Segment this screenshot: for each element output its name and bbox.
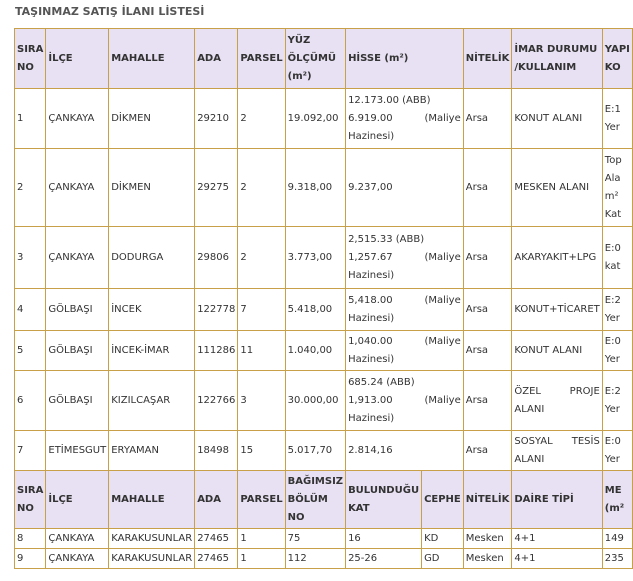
bolum-cell: 112 (285, 549, 345, 569)
table1-header-cell: SIRA NO (15, 29, 46, 89)
nitelik-cell: Arsa (463, 331, 512, 371)
table2-header-cell: ADA (195, 471, 238, 529)
table2-header-cell: NİTELİK (463, 471, 512, 529)
nitelik-cell: Mesken (463, 549, 512, 569)
nitelik-cell: Arsa (463, 149, 512, 227)
table2-header-cell: SIRA NO (15, 471, 46, 529)
kat-cell: 25-26 (346, 549, 422, 569)
mahalle-cell: DODURGA (109, 227, 195, 289)
ada-cell: 27465 (195, 549, 238, 569)
mahalle-cell: DİKMEN (109, 89, 195, 149)
nitelik-cell: Mesken (463, 529, 512, 549)
table-row (15, 149, 633, 227)
table-row (15, 331, 633, 371)
sira-cell: 5 (15, 331, 46, 371)
ilce-cell: ETİMESGUT (46, 431, 109, 471)
ada-cell: 27465 (195, 529, 238, 549)
yuz-olcumu-cell: 30.000,00 (285, 371, 345, 431)
table2-header-row (15, 471, 633, 529)
cephe-cell: KD (422, 529, 464, 549)
sira-cell: 1 (15, 89, 46, 149)
yapi-cell: Top Ala m² Kat (602, 149, 632, 227)
parsel-cell: 2 (238, 149, 285, 227)
hisse-cell (346, 289, 464, 331)
mahalle-cell: DİKMEN (109, 149, 195, 227)
table-row (15, 227, 633, 289)
parsel-cell: 2 (238, 227, 285, 289)
mahalle-cell: KARAKUSUNLAR (109, 529, 195, 549)
ilce-cell: ÇANKAYA (46, 549, 109, 569)
ada-cell: 122766 (195, 371, 238, 431)
hisse-line: 1,257.67 (Maliye (348, 251, 461, 263)
nitelik-cell: Arsa (463, 371, 512, 431)
ada-cell: 29210 (195, 89, 238, 149)
table1-header-cell: HİSSE (m²) (346, 29, 464, 89)
hisse-cell (346, 149, 464, 227)
ilce-cell: GÖLBAŞI (46, 331, 109, 371)
sira-cell: 3 (15, 227, 46, 289)
hisse-line: 685.24 (ABB) (348, 376, 415, 388)
kat-cell: 16 (346, 529, 422, 549)
table1-header-cell: MAHALLE (109, 29, 195, 89)
hisse-line: 5,418.00 (Maliye (348, 294, 461, 306)
nitelik-cell: Arsa (463, 227, 512, 289)
mahalle-cell: KIZILCAŞAR (109, 371, 195, 431)
yapi-cell: E:0 kat (602, 227, 632, 289)
hisse-line: 1,040.00 (Maliye (348, 335, 461, 347)
ilce-cell: GÖLBAŞI (46, 371, 109, 431)
sira-cell: 9 (15, 549, 46, 569)
table-row (15, 289, 633, 331)
table2-header-cell: MAHALLE (109, 471, 195, 529)
yuz-olcumu-cell: 9.318,00 (285, 149, 345, 227)
bolum-cell: 75 (285, 529, 345, 549)
hisse-cell (346, 371, 464, 431)
hisse-cell (346, 89, 464, 149)
ada-cell: 29806 (195, 227, 238, 289)
nitelik-cell: Arsa (463, 289, 512, 331)
hisse-line: 9.237,00 (348, 181, 393, 193)
hisse-line: Hazinesi) (348, 130, 395, 142)
parsel-cell: 7 (238, 289, 285, 331)
table2-header-cell: CEPHE (422, 471, 464, 529)
imar-cell: MESKEN ALANI (512, 149, 602, 227)
hisse-line: 6.919.00 (Maliye (348, 112, 461, 124)
table2-header-cell: BAĞIMSIZ BÖLÜM NO (285, 471, 345, 529)
hisse-line: Hazinesi) (348, 412, 395, 424)
hisse-cell (346, 331, 464, 371)
yapi-cell: E:2 Yer (602, 371, 632, 431)
mahalle-cell: İNCEK-İMAR (109, 331, 195, 371)
yapi-cell: E:0 Yer (602, 331, 632, 371)
ada-cell: 122778 (195, 289, 238, 331)
imar-cell: KONUT ALANI (512, 331, 602, 371)
hisse-line: Hazinesi) (348, 312, 395, 324)
sira-cell: 4 (15, 289, 46, 331)
table1-header-cell: NİTELİK (463, 29, 512, 89)
hisse-cell (346, 431, 464, 471)
imar-cell: KONUT+TİCARET (512, 289, 602, 331)
nitelik-cell: Arsa (463, 431, 512, 471)
daire-tipi-cell: 4+1 (512, 549, 602, 569)
hisse-line: Hazinesi) (348, 269, 395, 281)
table2-header-cell: BULUNDUĞU KAT (346, 471, 422, 529)
yapi-cell: E:1 Yer (602, 89, 632, 149)
table-row (15, 549, 633, 569)
imar-cell: ÖZEL PROJE ALANI (512, 371, 602, 431)
imar-cell: AKARYAKIT+LPG (512, 227, 602, 289)
table2-header-cell: ME (m² (602, 471, 632, 529)
cephe-cell: GD (422, 549, 464, 569)
mahalle-cell: ERYAMAN (109, 431, 195, 471)
hisse-line: 2,515.33 (ABB) (348, 233, 425, 245)
sira-cell: 2 (15, 149, 46, 227)
hisse-line: 1,913.00 (Maliye (348, 394, 461, 406)
yapi-cell: E:0 Yer (602, 431, 632, 471)
sira-cell: 6 (15, 371, 46, 431)
ilce-cell: ÇANKAYA (46, 89, 109, 149)
mahalle-cell: İNCEK (109, 289, 195, 331)
table1-header-row (15, 29, 633, 89)
table2-header-cell: DAİRE TİPİ (512, 471, 602, 529)
ada-cell: 111286 (195, 331, 238, 371)
imar-cell: SOSYAL TESİS ALANI (512, 431, 602, 471)
parsel-cell: 2 (238, 89, 285, 149)
parsel-cell: 1 (238, 529, 285, 549)
sira-cell: 7 (15, 431, 46, 471)
table1-header-cell: PARSEL (238, 29, 285, 89)
hisse-line: 12.173.00 (ABB) (348, 94, 431, 106)
page-title: TAŞINMAZ SATIŞ İLANI LİSTESİ (15, 5, 205, 18)
me-cell: 235 (602, 549, 632, 569)
table2-header-cell: İLÇE (46, 471, 109, 529)
daire-tipi-cell: 4+1 (512, 529, 602, 549)
hisse-line: 2.814,16 (348, 444, 393, 456)
hisse-line: Hazinesi) (348, 353, 395, 365)
parsel-cell: 3 (238, 371, 285, 431)
table-row (15, 529, 633, 549)
table-row (15, 89, 633, 149)
table-row (15, 431, 633, 471)
hisse-cell (346, 227, 464, 289)
parsel-cell: 15 (238, 431, 285, 471)
ada-cell: 18498 (195, 431, 238, 471)
ilce-cell: ÇANKAYA (46, 529, 109, 549)
ilce-cell: GÖLBAŞI (46, 289, 109, 331)
table1-header-cell: YAPI KO (602, 29, 632, 89)
yuz-olcumu-cell: 1.040,00 (285, 331, 345, 371)
mahalle-cell: KARAKUSUNLAR (109, 549, 195, 569)
ada-cell: 29275 (195, 149, 238, 227)
yuz-olcumu-cell: 19.092,00 (285, 89, 345, 149)
table-row (15, 371, 633, 431)
me-cell: 149 (602, 529, 632, 549)
ilce-cell: ÇANKAYA (46, 227, 109, 289)
parsel-cell: 1 (238, 549, 285, 569)
parsel-cell: 11 (238, 331, 285, 371)
imar-cell: KONUT ALANI (512, 89, 602, 149)
ilce-cell: ÇANKAYA (46, 149, 109, 227)
table2-header-cell: PARSEL (238, 471, 285, 529)
yuz-olcumu-cell: 3.773,00 (285, 227, 345, 289)
table1-header-cell: YÜZ ÖLÇÜMÜ (m²) (285, 29, 345, 89)
yuz-olcumu-cell: 5.017,70 (285, 431, 345, 471)
sira-cell: 8 (15, 529, 46, 549)
table1-header-cell: İMAR DURUMU /KULLANIM (512, 29, 602, 89)
listing-table (14, 28, 633, 569)
table1-header-cell: ADA (195, 29, 238, 89)
nitelik-cell: Arsa (463, 89, 512, 149)
yapi-cell: E:2 Yer (602, 289, 632, 331)
table1-header-cell: İLÇE (46, 29, 109, 89)
yuz-olcumu-cell: 5.418,00 (285, 289, 345, 331)
